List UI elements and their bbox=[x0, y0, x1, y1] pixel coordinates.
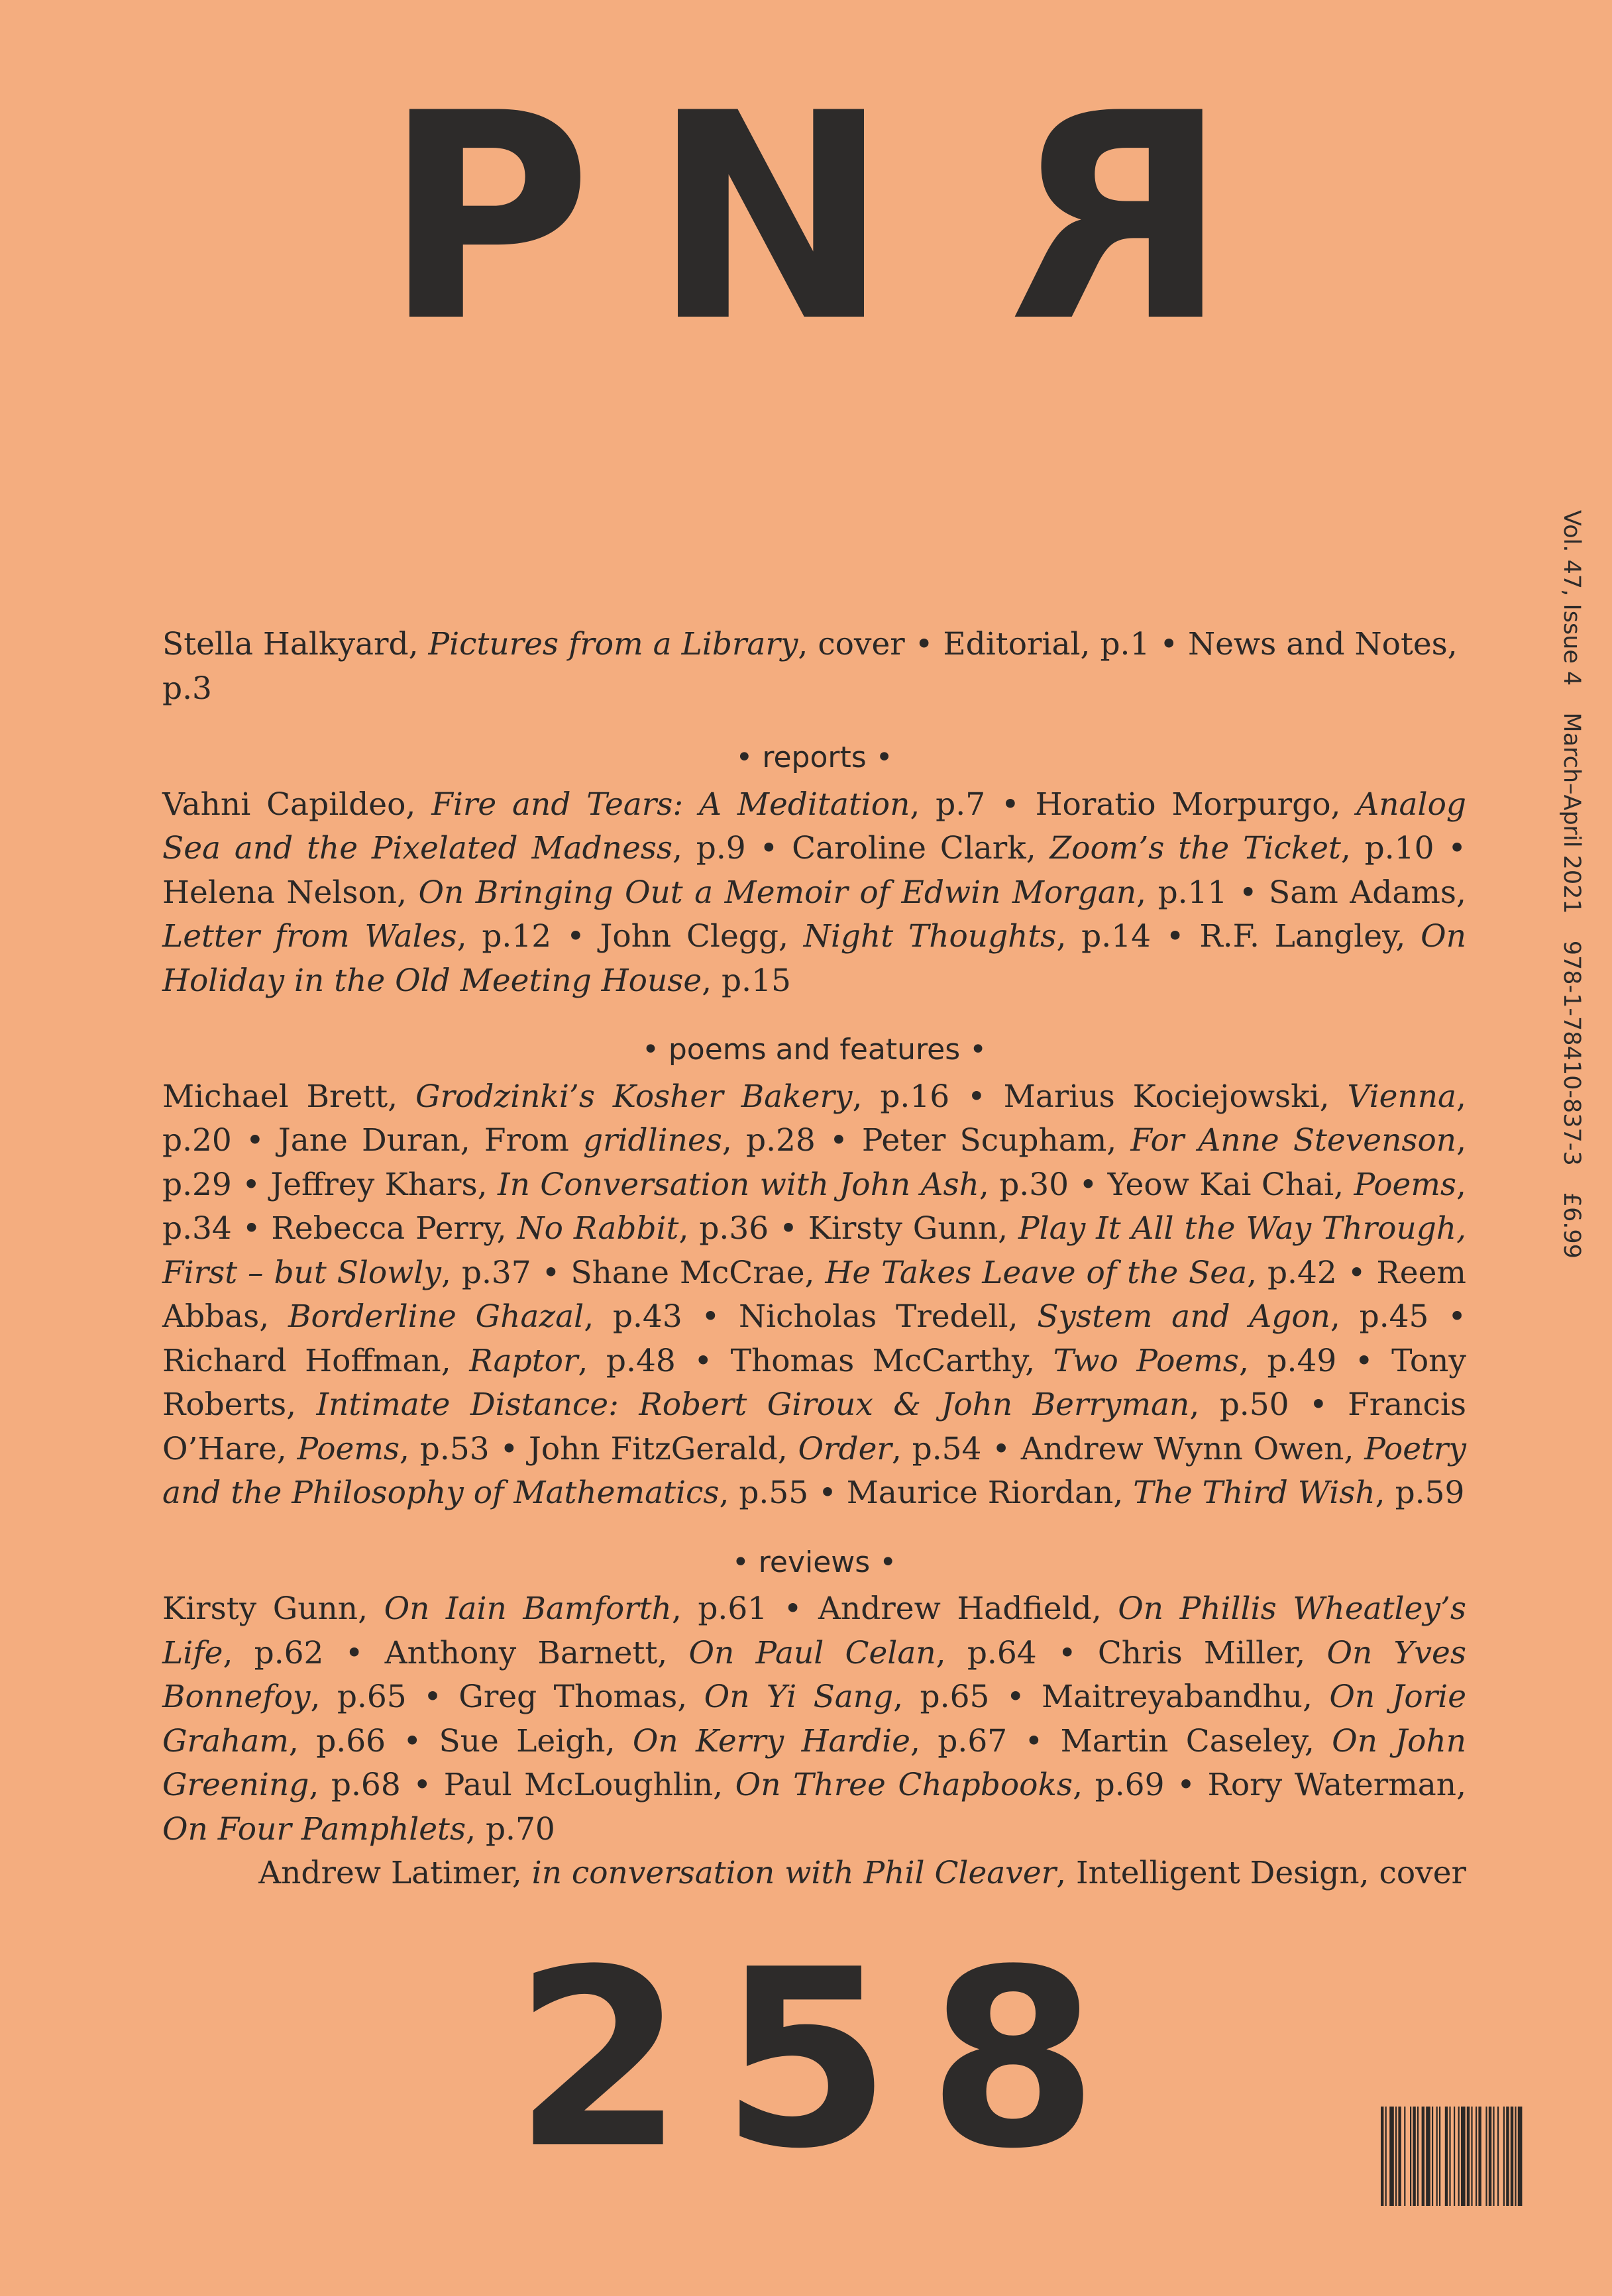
barcode-bar bbox=[1493, 2107, 1494, 2206]
entry-page: p.42 bbox=[1267, 1254, 1337, 1291]
entry-author: Stella Halkyard bbox=[162, 626, 409, 662]
contents-entry: Sam Adams, Letter from Wales, p.12 bbox=[162, 874, 1466, 955]
entry-title: Fire and Tears: A Meditation bbox=[431, 786, 910, 823]
entry-page: p.65 bbox=[920, 1679, 990, 1715]
barcode-bar bbox=[1454, 2107, 1455, 2206]
entry-author: Michael Brett bbox=[162, 1078, 388, 1115]
entry-page: p.1 bbox=[1100, 626, 1150, 662]
entry-title: Letter from Wales bbox=[162, 918, 457, 955]
entry-author: Kirsty Gunn bbox=[808, 1210, 998, 1247]
closing-entry: Andrew Latimer, in conversation with Phil Cleaver, Intelligent Design, cover bbox=[258, 1855, 1466, 1891]
entry-title: Poems bbox=[1354, 1166, 1457, 1203]
entry-title: Poems bbox=[297, 1430, 400, 1467]
closing-title: in conversation with Phil Cleaver bbox=[531, 1855, 1057, 1891]
contents-entry: Nicholas Tredell, System and Agon, p.45 bbox=[739, 1298, 1429, 1335]
entry-page: p.65 bbox=[337, 1679, 407, 1715]
barcode-bar bbox=[1485, 2107, 1487, 2206]
entry-page: p.45 bbox=[1359, 1298, 1429, 1335]
entry-author: Editorial bbox=[943, 626, 1081, 662]
barcode-bar bbox=[1410, 2107, 1411, 2206]
entry-page: p.20 bbox=[162, 1122, 232, 1159]
entry-page: p.64 bbox=[967, 1634, 1037, 1671]
entry-author: Caroline Clark bbox=[792, 830, 1026, 866]
entry-author: Richard Hoffman bbox=[162, 1342, 441, 1379]
contents-entry: Richard Hoffman, Raptor, p.48 bbox=[162, 1342, 676, 1379]
entry-title: Intimate Distance: Robert Giroux & John Berryman bbox=[316, 1386, 1190, 1423]
contents-entry: Rebecca Perry, No Rabbit, p.36 bbox=[271, 1210, 769, 1247]
closing-author: Andrew Latimer bbox=[258, 1855, 512, 1891]
contents-entry: John FitzGerald, Order, p.54 bbox=[528, 1430, 982, 1467]
barcode-bar bbox=[1461, 2107, 1466, 2206]
entry-page: p.3 bbox=[162, 670, 212, 707]
contents-entry: Sue Leigh, On Kerry Hardie, p.67 bbox=[439, 1722, 1008, 1759]
price: £6.99 bbox=[1558, 1192, 1585, 1259]
entry-page: p.66 bbox=[316, 1722, 386, 1759]
entry-page: p.14 bbox=[1081, 918, 1152, 955]
contents-entry: Chris Miller, On Yves Bonnefoy, p.65 bbox=[162, 1634, 1466, 1715]
section-heading: • poems and features • bbox=[641, 1033, 987, 1067]
entry-page: p.62 bbox=[254, 1634, 324, 1671]
entry-author: Martin Caseley bbox=[1060, 1722, 1305, 1759]
contents-entry: Greg Thomas, On Yi Sang, p.65 bbox=[458, 1679, 990, 1715]
entry-page: p.12 bbox=[482, 918, 552, 955]
contents-entry: Andrew Hadfield, On Phillis Wheatley’s Life, p.62 bbox=[162, 1591, 1467, 1671]
barcode-bar bbox=[1467, 2107, 1470, 2206]
entry-author: Rebecca Perry bbox=[271, 1210, 497, 1247]
entry-title: On Phillis Wheatley’s Life bbox=[162, 1591, 1467, 1671]
section-entries: Vahni Capildeo, Fire and Tears: A Meditation, p.7 • Horatio Morpurgo, Analog Sea and the Pixelated Madness, p.9 • Caroline Clark, Zoom’s the Ticket, p.10 • Helena Nelson, On Bringing Out a Memoir of Edwin Morgan, p.11 • Sam Adams, Letter from Wales, p.12 • John Clegg, Night Thoughts, p.14 • R.F. Langley, On Holiday in the Old Meeting House, p.15 bbox=[162, 786, 1467, 999]
contents-entry: Maitreyabandhu, On Jorie Graham, p.66 bbox=[162, 1679, 1467, 1759]
contents-entry: Francis O’Hare, Poems, p.53 bbox=[162, 1386, 1466, 1467]
entry-title: Two Poems bbox=[1053, 1342, 1239, 1379]
section-entries: Michael Brett, Grodzinki’s Kosher Bakery, p.16 • Marius Kociejowski, Vienna, p.20 • Jane Duran, From gridlines, p.28 • Peter Scupham, For Anne Stevenson, p.29 • Jeffrey Khars, In Conversation with John Ash, p.30 • Yeow Kai Chai, Poems, p.34 • Rebecca Perry, No Rabbit, p.36 • Kirsty Gunn, Play It All the Way Through, First – but Slowly, p.37 • Shane McCrae, He Takes Leave of the Sea, p.42 • Reem Abbas, Borderline Ghazal, p.43 • Nicholas Tredell, System and Agon, p.45 • Richard Hoffman, Raptor, p.48 • Thomas McCarthy, Two Poems, p.49 • Tony Roberts, Intimate Distance: Robert Giroux & John Berryman, p.50 • Francis O’Hare, Poems, p.53 • John FitzGerald, Order, p.54 • Andrew Wynn Owen, Poetry and the Philosophy of Mathematics, p.55 • Maurice Riordan, The Third Wish, p.59 bbox=[162, 1078, 1467, 1511]
entry-author: John FitzGerald bbox=[528, 1430, 778, 1467]
contents-entry: Shane McCrae, He Takes Leave of the Sea, p.42 bbox=[570, 1254, 1337, 1291]
entry-author: Andrew Hadfield bbox=[818, 1591, 1092, 1627]
barcode-bar bbox=[1413, 2107, 1415, 2206]
barcode-bar bbox=[1503, 2107, 1505, 2206]
entry-author: Chris Miller bbox=[1097, 1634, 1296, 1671]
entry-author: Maitreyabandhu bbox=[1042, 1679, 1303, 1715]
entry-title: On John Greening bbox=[162, 1722, 1466, 1803]
entry-author: Sue Leigh bbox=[439, 1722, 606, 1759]
barcode-bar bbox=[1476, 2107, 1477, 2206]
contents-entry: Maurice Riordan, The Third Wish, p.59 bbox=[846, 1475, 1465, 1511]
barcode-bar bbox=[1426, 2107, 1430, 2206]
entry-page: p.7 bbox=[936, 786, 986, 823]
entry-page: p.67 bbox=[938, 1722, 1008, 1759]
entry-author: Francis O’Hare bbox=[162, 1386, 1466, 1467]
barcode-bar bbox=[1389, 2107, 1394, 2206]
entry-author: Nicholas Tredell bbox=[739, 1298, 1008, 1335]
entry-author: Jane Duran bbox=[278, 1122, 460, 1159]
entry-author: Jeffrey Khars bbox=[270, 1166, 478, 1203]
masthead-logo bbox=[0, 53, 1612, 384]
entry-page: p.11 bbox=[1157, 874, 1228, 911]
entry-page: p.10 bbox=[1364, 830, 1434, 866]
lead-entries: Stella Halkyard, Pictures from a Library, cover • Editorial, p.1 • News and Notes, p.3 bbox=[162, 626, 1458, 707]
entry-author: Marius Kociejowski bbox=[1003, 1078, 1320, 1115]
contents-entry: Vahni Capildeo, Fire and Tears: A Meditation, p.7 bbox=[162, 786, 986, 823]
barcode-bar bbox=[1518, 2107, 1523, 2206]
entry-page: p.34 bbox=[162, 1210, 232, 1247]
contents-entry: Thomas McCarthy, Two Poems, p.49 bbox=[730, 1342, 1337, 1379]
entry-title: For Anne Stevenson bbox=[1130, 1122, 1457, 1159]
entry-prefix: From bbox=[484, 1122, 583, 1159]
entry-title: On Holiday in the Old Meeting House bbox=[162, 918, 1466, 999]
contents-entry: Marius Kociejowski, Vienna, p.20 bbox=[162, 1078, 1466, 1159]
barcode-bar bbox=[1395, 2107, 1397, 2206]
entry-title: Zoom’s the Ticket bbox=[1049, 830, 1341, 866]
entry-page: p.69 bbox=[1095, 1767, 1165, 1803]
contents-entry: Stella Halkyard, Pictures from a Library, cover bbox=[162, 626, 905, 662]
barcode-bar bbox=[1471, 2107, 1472, 2206]
issue-number: 258 bbox=[513, 1918, 1135, 2203]
entry-author: Tony Roberts bbox=[162, 1342, 1466, 1423]
entry-title: gridlines bbox=[582, 1122, 722, 1159]
section-heading: • reports • bbox=[735, 741, 893, 774]
contents-entry: Rory Waterman, On Four Pamphlets, p.70 bbox=[162, 1767, 1467, 1848]
entry-page: p.15 bbox=[722, 962, 791, 999]
barcode-bar bbox=[1489, 2107, 1491, 2206]
entry-page: p.28 bbox=[746, 1122, 816, 1159]
entry-author: Thomas McCarthy bbox=[730, 1342, 1026, 1379]
entry-author: Andrew Wynn Owen bbox=[1020, 1430, 1344, 1467]
entry-page: p.37 bbox=[461, 1254, 531, 1291]
barcode-bar bbox=[1445, 2107, 1448, 2206]
closing-page: cover bbox=[1379, 1855, 1466, 1891]
entry-author: Maurice Riordan bbox=[846, 1475, 1114, 1511]
masthead-letter-p: P bbox=[383, 53, 652, 384]
entry-page: p.54 bbox=[912, 1430, 982, 1467]
barcode-bar bbox=[1478, 2107, 1481, 2206]
issue-date: March–April 2021 bbox=[1558, 712, 1585, 914]
entry-title: Vienna bbox=[1347, 1078, 1457, 1115]
contents-sections bbox=[162, 736, 1466, 1852]
contents-entry: Yeow Kai Chai, Poems, p.34 bbox=[162, 1166, 1466, 1247]
entry-author: Paul McLoughlin bbox=[443, 1767, 714, 1803]
barcode-bar bbox=[1422, 2107, 1424, 2206]
volume-issue: Vol. 47, Issue 4 bbox=[1558, 510, 1585, 686]
entry-title: On Jorie Graham bbox=[162, 1679, 1467, 1759]
contents-entry: News and Notes, p.3 bbox=[162, 626, 1458, 707]
barcode bbox=[1378, 2107, 1577, 2206]
entry-author: Kirsty Gunn bbox=[162, 1591, 358, 1627]
entry-author: Reem Abbas bbox=[162, 1254, 1466, 1335]
entry-title: No Rabbit bbox=[517, 1210, 679, 1247]
entry-title: On Yves Bonnefoy bbox=[162, 1634, 1466, 1715]
entry-page: p.16 bbox=[880, 1078, 950, 1115]
entry-title: On Three Chapbooks bbox=[735, 1767, 1073, 1803]
section-heading: • reviews • bbox=[731, 1545, 897, 1579]
contents-entry: Paul McLoughlin, On Three Chapbooks, p.69 bbox=[443, 1767, 1165, 1803]
entry-author: Horatio Morpurgo bbox=[1035, 786, 1331, 823]
contents-entry: Andrew Wynn Owen, Poetry and the Philosophy of Mathematics, p.55 bbox=[162, 1430, 1466, 1511]
entry-page: p.53 bbox=[419, 1430, 490, 1467]
masthead-letter-r-reversed: R bbox=[949, 53, 1229, 384]
entry-page: p.49 bbox=[1267, 1342, 1337, 1379]
entry-page: p.48 bbox=[606, 1342, 676, 1379]
entry-title: On Yi Sang bbox=[704, 1679, 894, 1715]
barcode-bar bbox=[1432, 2107, 1433, 2206]
entry-author: News and Notes bbox=[1187, 626, 1448, 662]
contents-entry: R.F. Langley, On Holiday in the Old Meeting House, p.15 bbox=[162, 918, 1466, 999]
contents-entry: Kirsty Gunn, On Iain Bamforth, p.61 bbox=[162, 1591, 768, 1627]
barcode-bar bbox=[1398, 2107, 1401, 2206]
section-entries: Kirsty Gunn, On Iain Bamforth, p.61 • Andrew Hadfield, On Phillis Wheatley’s Life, p.62 • Anthony Barnett, On Paul Celan, p.64 • Chris Miller, On Yves Bonnefoy, p.65 • Greg Thomas, On Yi Sang, p.65 • Maitreyabandhu, On Jorie Graham, p.66 • Sue Leigh, On Kerry Hardie, p.67 • Martin Caseley, On John Greening, p.68 • Paul McLoughlin, On Three Chapbooks, p.69 • Rory Waterman, On Four Pamphlets, p.70 bbox=[162, 1591, 1467, 1848]
entry-title: Pictures from a Library bbox=[428, 626, 798, 662]
entry-page: p.55 bbox=[739, 1475, 809, 1511]
barcode-bar bbox=[1385, 2107, 1387, 2206]
barcode-bar bbox=[1404, 2107, 1405, 2206]
barcode-bar bbox=[1458, 2107, 1460, 2206]
barcode-bar bbox=[1515, 2107, 1516, 2206]
contents-entry: John Clegg, Night Thoughts, p.14 bbox=[600, 918, 1152, 955]
contents-entry: Jeffrey Khars, In Conversation with John Ash, p.30 bbox=[270, 1166, 1069, 1203]
contents-entry: Peter Scupham, For Anne Stevenson, p.29 bbox=[162, 1122, 1467, 1203]
entry-title: In Conversation with John Ash bbox=[498, 1166, 979, 1203]
entry-title: On Paul Celan bbox=[688, 1634, 936, 1671]
contents-list bbox=[162, 623, 1466, 1896]
isbn: 978-1-78410-837-3 bbox=[1558, 940, 1585, 1166]
entry-title: Borderline Ghazal bbox=[288, 1298, 584, 1335]
contents-entry: Editorial, p.1 bbox=[943, 626, 1150, 662]
entry-author: R.F. Langley bbox=[1199, 918, 1396, 955]
contents-entry: Michael Brett, Grodzinki’s Kosher Bakery, p.16 bbox=[162, 1078, 950, 1115]
entry-page: p.61 bbox=[698, 1591, 768, 1627]
entry-title: On Four Pamphlets bbox=[162, 1810, 466, 1848]
contents-entry: Caroline Clark, Zoom’s the Ticket, p.10 bbox=[792, 830, 1434, 866]
entry-author: John Clegg bbox=[600, 918, 779, 955]
entry-title: System and Agon bbox=[1037, 1298, 1330, 1335]
entry-page: cover bbox=[818, 626, 905, 662]
entry-page: p.50 bbox=[1219, 1386, 1289, 1423]
closing-subject: Intelligent Design bbox=[1076, 1855, 1360, 1891]
entry-author: Rory Waterman bbox=[1207, 1767, 1457, 1803]
contents-entry: Jane Duran, From gridlines, p.28 bbox=[278, 1122, 816, 1159]
entry-page: p.29 bbox=[162, 1166, 232, 1203]
entry-author: Shane McCrae bbox=[570, 1254, 805, 1291]
entry-title: The Third Wish bbox=[1133, 1475, 1375, 1511]
contents-entry: Tony Roberts, Intimate Distance: Robert Giroux & John Berryman, p.50 bbox=[162, 1342, 1466, 1423]
entry-title: Order bbox=[798, 1430, 892, 1467]
entry-author: Yeow Kai Chai bbox=[1107, 1166, 1334, 1203]
entry-page: p.9 bbox=[696, 830, 746, 866]
contents-entry: Kirsty Gunn, Play It All the Way Through, First – but Slowly, p.37 bbox=[162, 1210, 1467, 1291]
entry-page: p.43 bbox=[612, 1298, 682, 1335]
entry-title: Raptor bbox=[469, 1342, 578, 1379]
entry-author: Anthony Barnett bbox=[384, 1634, 658, 1671]
contents-entry: Horatio Morpurgo, Analog Sea and the Pixelated Madness, p.9 bbox=[162, 786, 1466, 866]
contents-entry: Martin Caseley, On John Greening, p.68 bbox=[162, 1722, 1466, 1803]
entry-page: p.68 bbox=[331, 1767, 401, 1803]
barcode-bar bbox=[1497, 2107, 1499, 2206]
entry-author: Greg Thomas bbox=[458, 1679, 678, 1715]
entry-author: Sam Adams bbox=[1269, 874, 1457, 911]
entry-title: Analog Sea and the Pixelated Madness bbox=[162, 786, 1466, 866]
entry-page: p.30 bbox=[999, 1166, 1069, 1203]
barcode-bar bbox=[1511, 2107, 1513, 2206]
entry-title: He Takes Leave of the Sea bbox=[825, 1254, 1248, 1291]
spine-info bbox=[1544, 510, 1597, 1292]
entry-title: On Kerry Hardie bbox=[632, 1722, 910, 1759]
contents-entry: Reem Abbas, Borderline Ghazal, p.43 bbox=[162, 1254, 1466, 1335]
entry-title: Night Thoughts bbox=[803, 918, 1057, 955]
barcode-bar bbox=[1417, 2107, 1419, 2206]
entry-title: On Iain Bamforth bbox=[384, 1591, 672, 1627]
entry-author: Vahni Capildeo bbox=[162, 786, 406, 823]
barcode-bar bbox=[1439, 2107, 1440, 2206]
entry-page: p.59 bbox=[1395, 1475, 1465, 1511]
entry-title: Poetry and the Philosophy of Mathematics bbox=[162, 1430, 1466, 1511]
entry-author: Peter Scupham bbox=[861, 1122, 1107, 1159]
entry-title: Play It All the Way Through, First – but Slowly bbox=[162, 1210, 1467, 1291]
entry-title: On Bringing Out a Memoir of Edwin Morgan bbox=[418, 874, 1137, 911]
entry-author: Helena Nelson bbox=[162, 874, 398, 911]
entry-page: p.36 bbox=[699, 1210, 769, 1247]
contents-entry: Helena Nelson, On Bringing Out a Memoir of Edwin Morgan, p.11 bbox=[162, 874, 1228, 911]
entry-page: p.70 bbox=[485, 1810, 555, 1848]
barcode-bar bbox=[1449, 2107, 1450, 2206]
barcode-bar bbox=[1506, 2107, 1509, 2206]
barcode-bar bbox=[1381, 2107, 1383, 2206]
barcode-bar bbox=[1436, 2107, 1438, 2206]
contents-entry: Anthony Barnett, On Paul Celan, p.64 bbox=[384, 1634, 1037, 1671]
entry-title: Grodzinki’s Kosher Bakery bbox=[415, 1078, 853, 1115]
masthead-letter-n: N bbox=[651, 53, 950, 384]
